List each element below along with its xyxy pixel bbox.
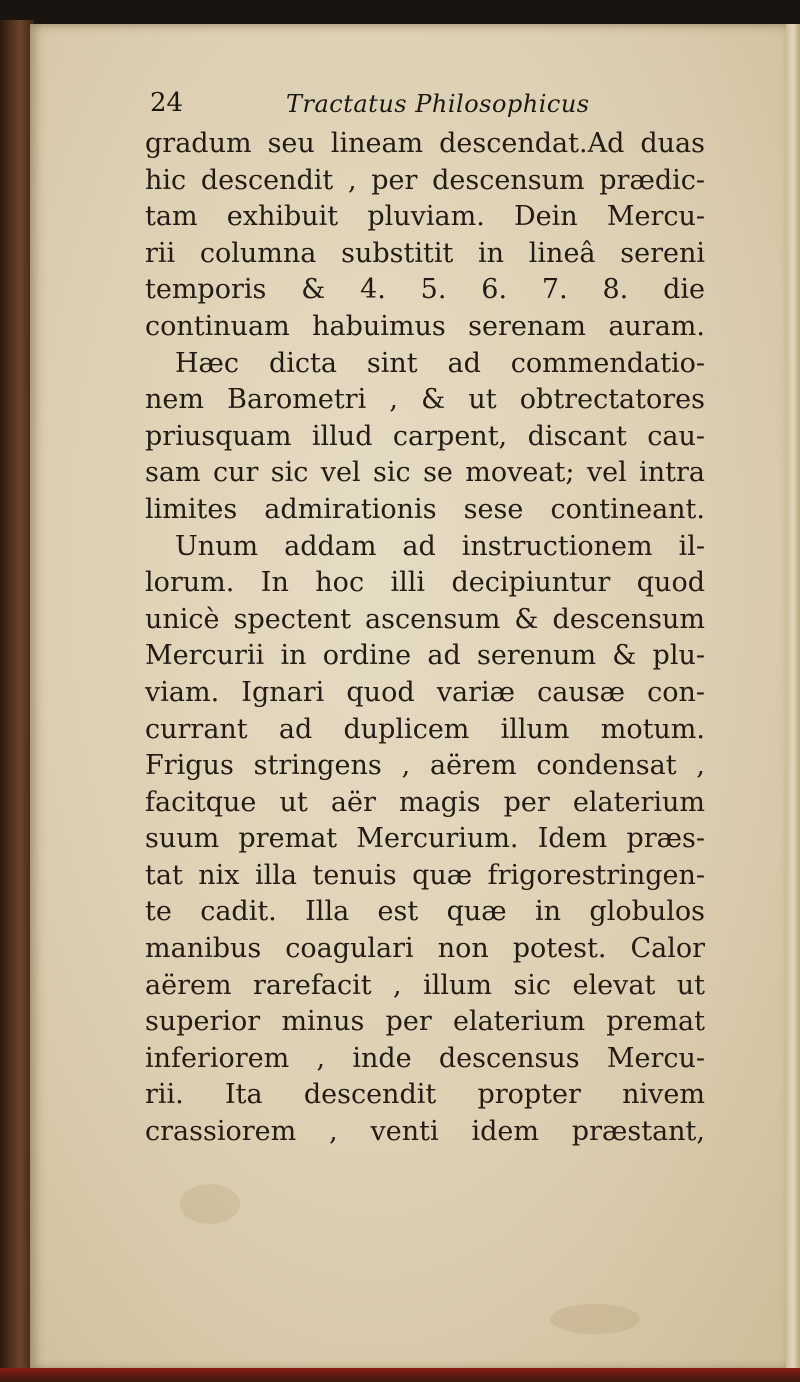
running-title: Tractatus Philosophicus: [286, 90, 590, 118]
text-line: gradum seu lineam descendat.Ad duas: [145, 128, 705, 159]
text-line: continuam habuimus serenam auram.: [145, 310, 705, 342]
text-line: temporis & 4. 5. 6. 7. 8. die: [145, 274, 705, 306]
text-line: viam. Ignari quod variæ causæ con-: [145, 676, 705, 708]
page-header: [150, 88, 710, 124]
text-line: Hæc dicta sint ad commendatio-: [175, 347, 705, 379]
text-line: rii columna substitit in lineâ sereni: [145, 237, 705, 269]
text-line: nem Barometri , & ut obtrectatores: [145, 384, 705, 416]
text-line: tat nix illa tenuis quæ frigorestringen-: [145, 859, 705, 891]
text-line: facitque ut aër magis per elaterium: [145, 786, 705, 818]
text-line: te cadit. Illa est quæ in globulos: [145, 896, 705, 928]
text-line: limites admirationis sese contineant.: [145, 493, 705, 525]
paper-stain: [550, 1304, 640, 1334]
text-line: unicè spectent ascensum & descensum: [145, 603, 705, 635]
text-line: sam cur sic vel sic se moveat; vel intra: [145, 457, 705, 489]
text-line: Frigus stringens , aërem condensat ,: [145, 750, 705, 782]
text-line: Mercurii in ordine ad serenum & plu-: [145, 640, 705, 672]
text-line: superior minus per elaterium premat: [145, 1006, 705, 1038]
text-line: inferiorem , inde descensus Mercu-: [145, 1042, 705, 1074]
top-edge: [0, 0, 800, 24]
text-line: manibus coagulari non potest. Calor: [145, 933, 705, 965]
text-line: rii. Ita descendit propter nivem: [145, 1079, 705, 1111]
text-line: suum premat Mercurium. Idem præs-: [145, 823, 705, 855]
text-line: priusquam illud carpent, discant cau-: [145, 420, 705, 452]
paper-stain: [180, 1184, 240, 1224]
bottom-edge: [0, 1368, 800, 1382]
body-text: [145, 126, 705, 1151]
text-line: currant ad duplicem illum motum.: [145, 713, 705, 745]
book-spine: [0, 20, 34, 1382]
text-line: crassiorem , venti idem præstant,: [145, 1116, 705, 1148]
text-line: lorum. In hoc illi decipiuntur quod: [145, 567, 705, 599]
page-edge: [786, 24, 800, 1370]
text-line: Unum addam ad instructionem il-: [175, 530, 705, 562]
page-number: 24: [150, 88, 184, 118]
text-line: tam exhibuit pluviam. Dein Mercu-: [145, 201, 705, 233]
text-line: hic descendit , per descensum prædic-: [145, 164, 705, 196]
text-line: aërem rarefacit , illum sic elevat ut: [145, 969, 705, 1001]
